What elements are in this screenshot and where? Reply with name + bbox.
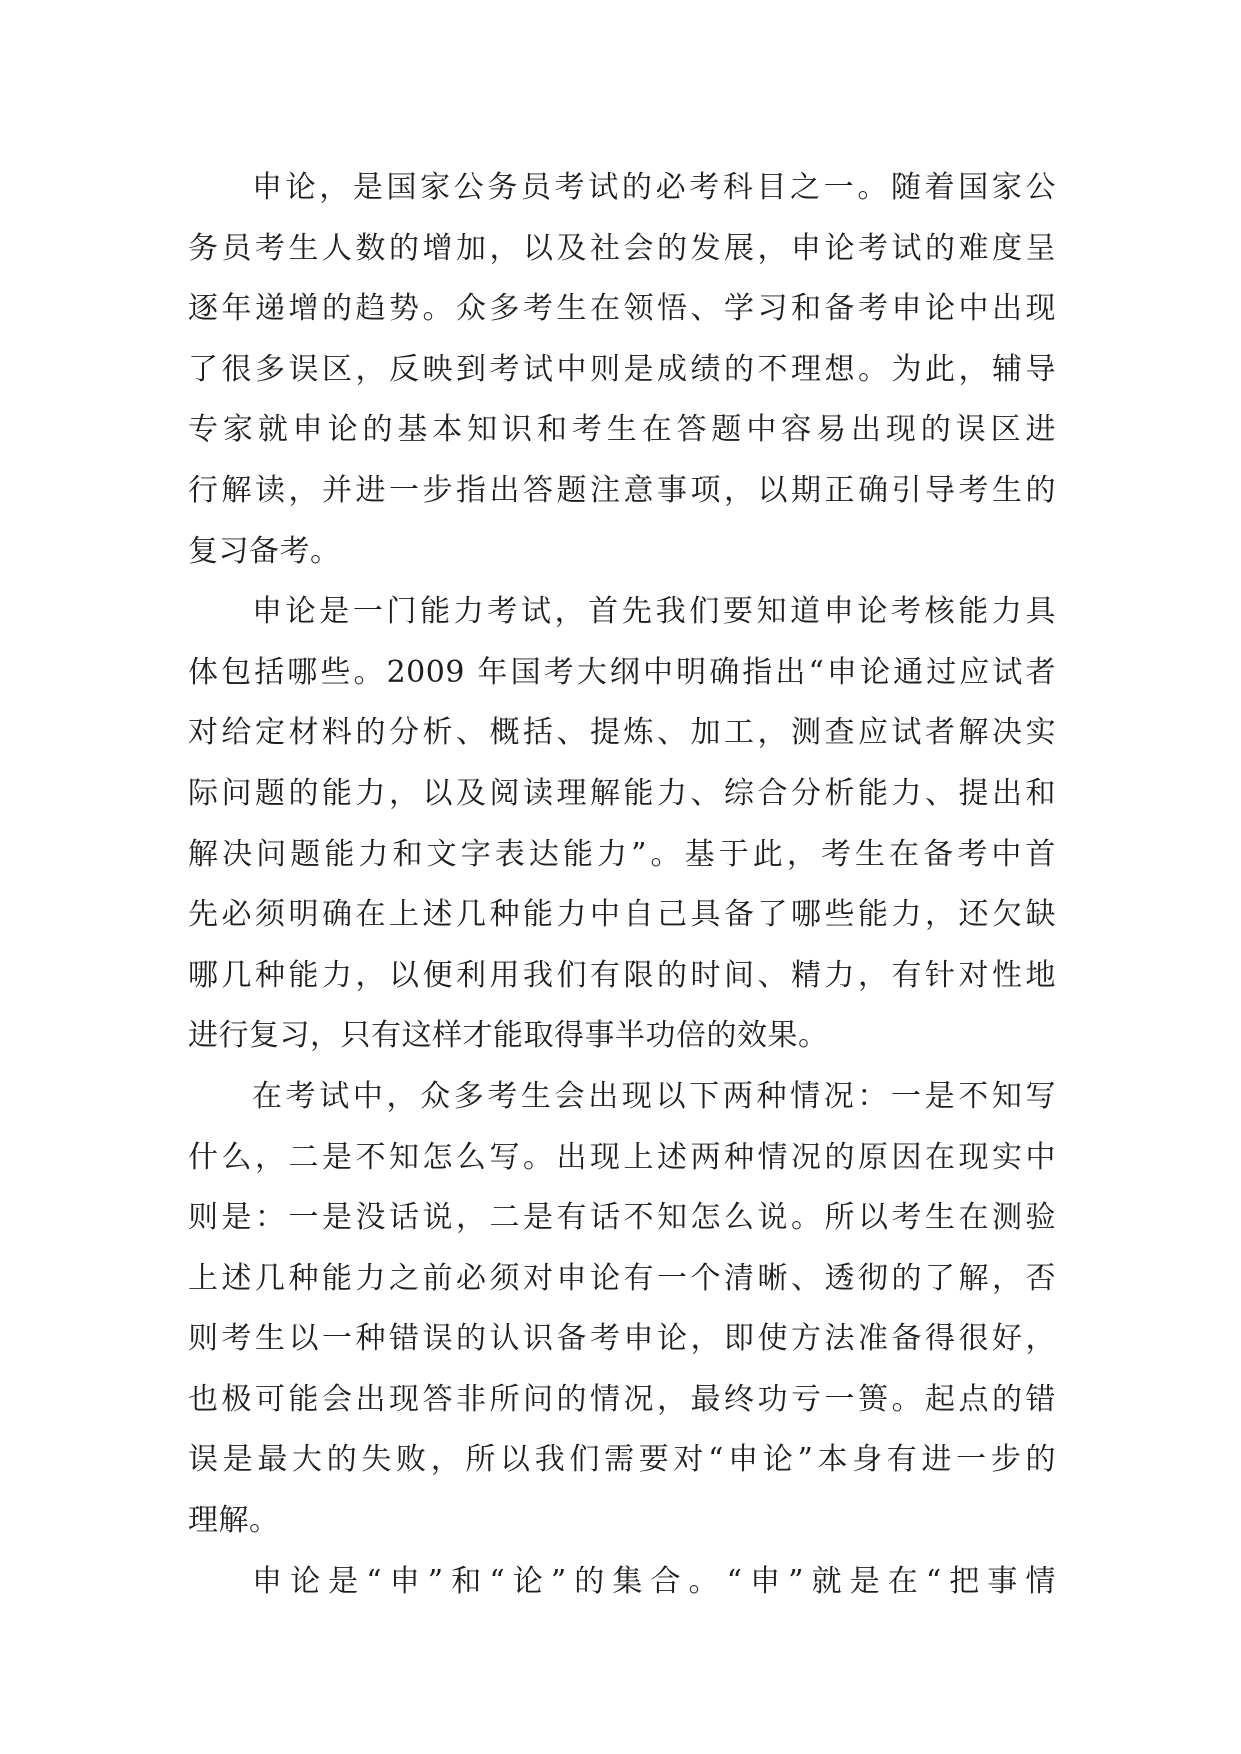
document-body (188, 158, 1056, 1612)
paragraph-2 (188, 582, 1056, 1067)
text-line: 申论是“申”和“论”的集合。“申”就是在“把事情 (252, 1563, 1056, 1599)
text-line: 哪几种能力，以便利用我们有限的时间、精力，有针对性地 (188, 957, 1056, 993)
text-line: 对给定材料的分析、概括、提炼、加工，测查应试者解决实 (188, 715, 1056, 751)
text-line: 申论，是国家公务员考试的必考科目之一。随着国家公 (252, 170, 1056, 205)
text-line: 行解读，并进一步指出答题注意事项，以期正确引导考生的 (188, 472, 1056, 508)
text-line: 理解。 (188, 1503, 280, 1539)
text-line: 则考生以一种错误的认识备考申论，即使方法准备得很好， (188, 1321, 1056, 1357)
text-line: 申论是一门能力考试，首先我们要知道申论考核能力具 (252, 594, 1056, 630)
text-line: 务员考生人数的增加，以及社会的发展，申论考试的难度呈 (188, 230, 1056, 266)
text-line: 进行复习，只有这样才能取得事半功倍的效果。 (188, 1018, 829, 1054)
text-line: 专家就申论的基本知识和考生在答题中容易出现的误区进 (188, 412, 1056, 448)
text-line: 逐年递增的趋势。众多考生在领悟、学习和备考申论中出现 (188, 291, 1056, 327)
text-line: 在考试中，众多考生会出现以下两种情况：一是不知写 (252, 1078, 1056, 1114)
text-line: 了很多误区，反映到考试中则是成绩的不理想。为此，辅导 (188, 351, 1056, 387)
paragraph-1 (188, 158, 1056, 582)
text-line: 什么，二是不知怎么写。出现上述两种情况的原因在现实中 (188, 1139, 1056, 1175)
text-line: 际问题的能力，以及阅读理解能力、综合分析能力、提出和 (188, 775, 1056, 811)
text-line: 上述几种能力之前必须对申论有一个清晰、透彻的了解，否 (188, 1260, 1056, 1296)
text-line: 则是：一是没话说，二是有话不知怎么说。所以考生在测验 (188, 1200, 1056, 1236)
text-line: 体包括哪些。2009 年国考大纲中明确指出“申论通过应试者 (188, 654, 1056, 690)
text-line: 解决问题能力和文字表达能力”。基于此，考生在备考中首 (188, 836, 1056, 872)
paragraph-4 (188, 1552, 1056, 1613)
text-line: 先必须明确在上述几种能力中自己具备了哪些能力，还欠缺 (188, 897, 1056, 933)
paragraph-3 (188, 1067, 1056, 1552)
text-line: 也极可能会出现答非所问的情况，最终功亏一篑。起点的错 (188, 1381, 1056, 1417)
text-line: 复习备考。 (188, 533, 341, 569)
text-line: 误是最大的失败，所以我们需要对“申论”本身有进一步的 (188, 1442, 1056, 1478)
